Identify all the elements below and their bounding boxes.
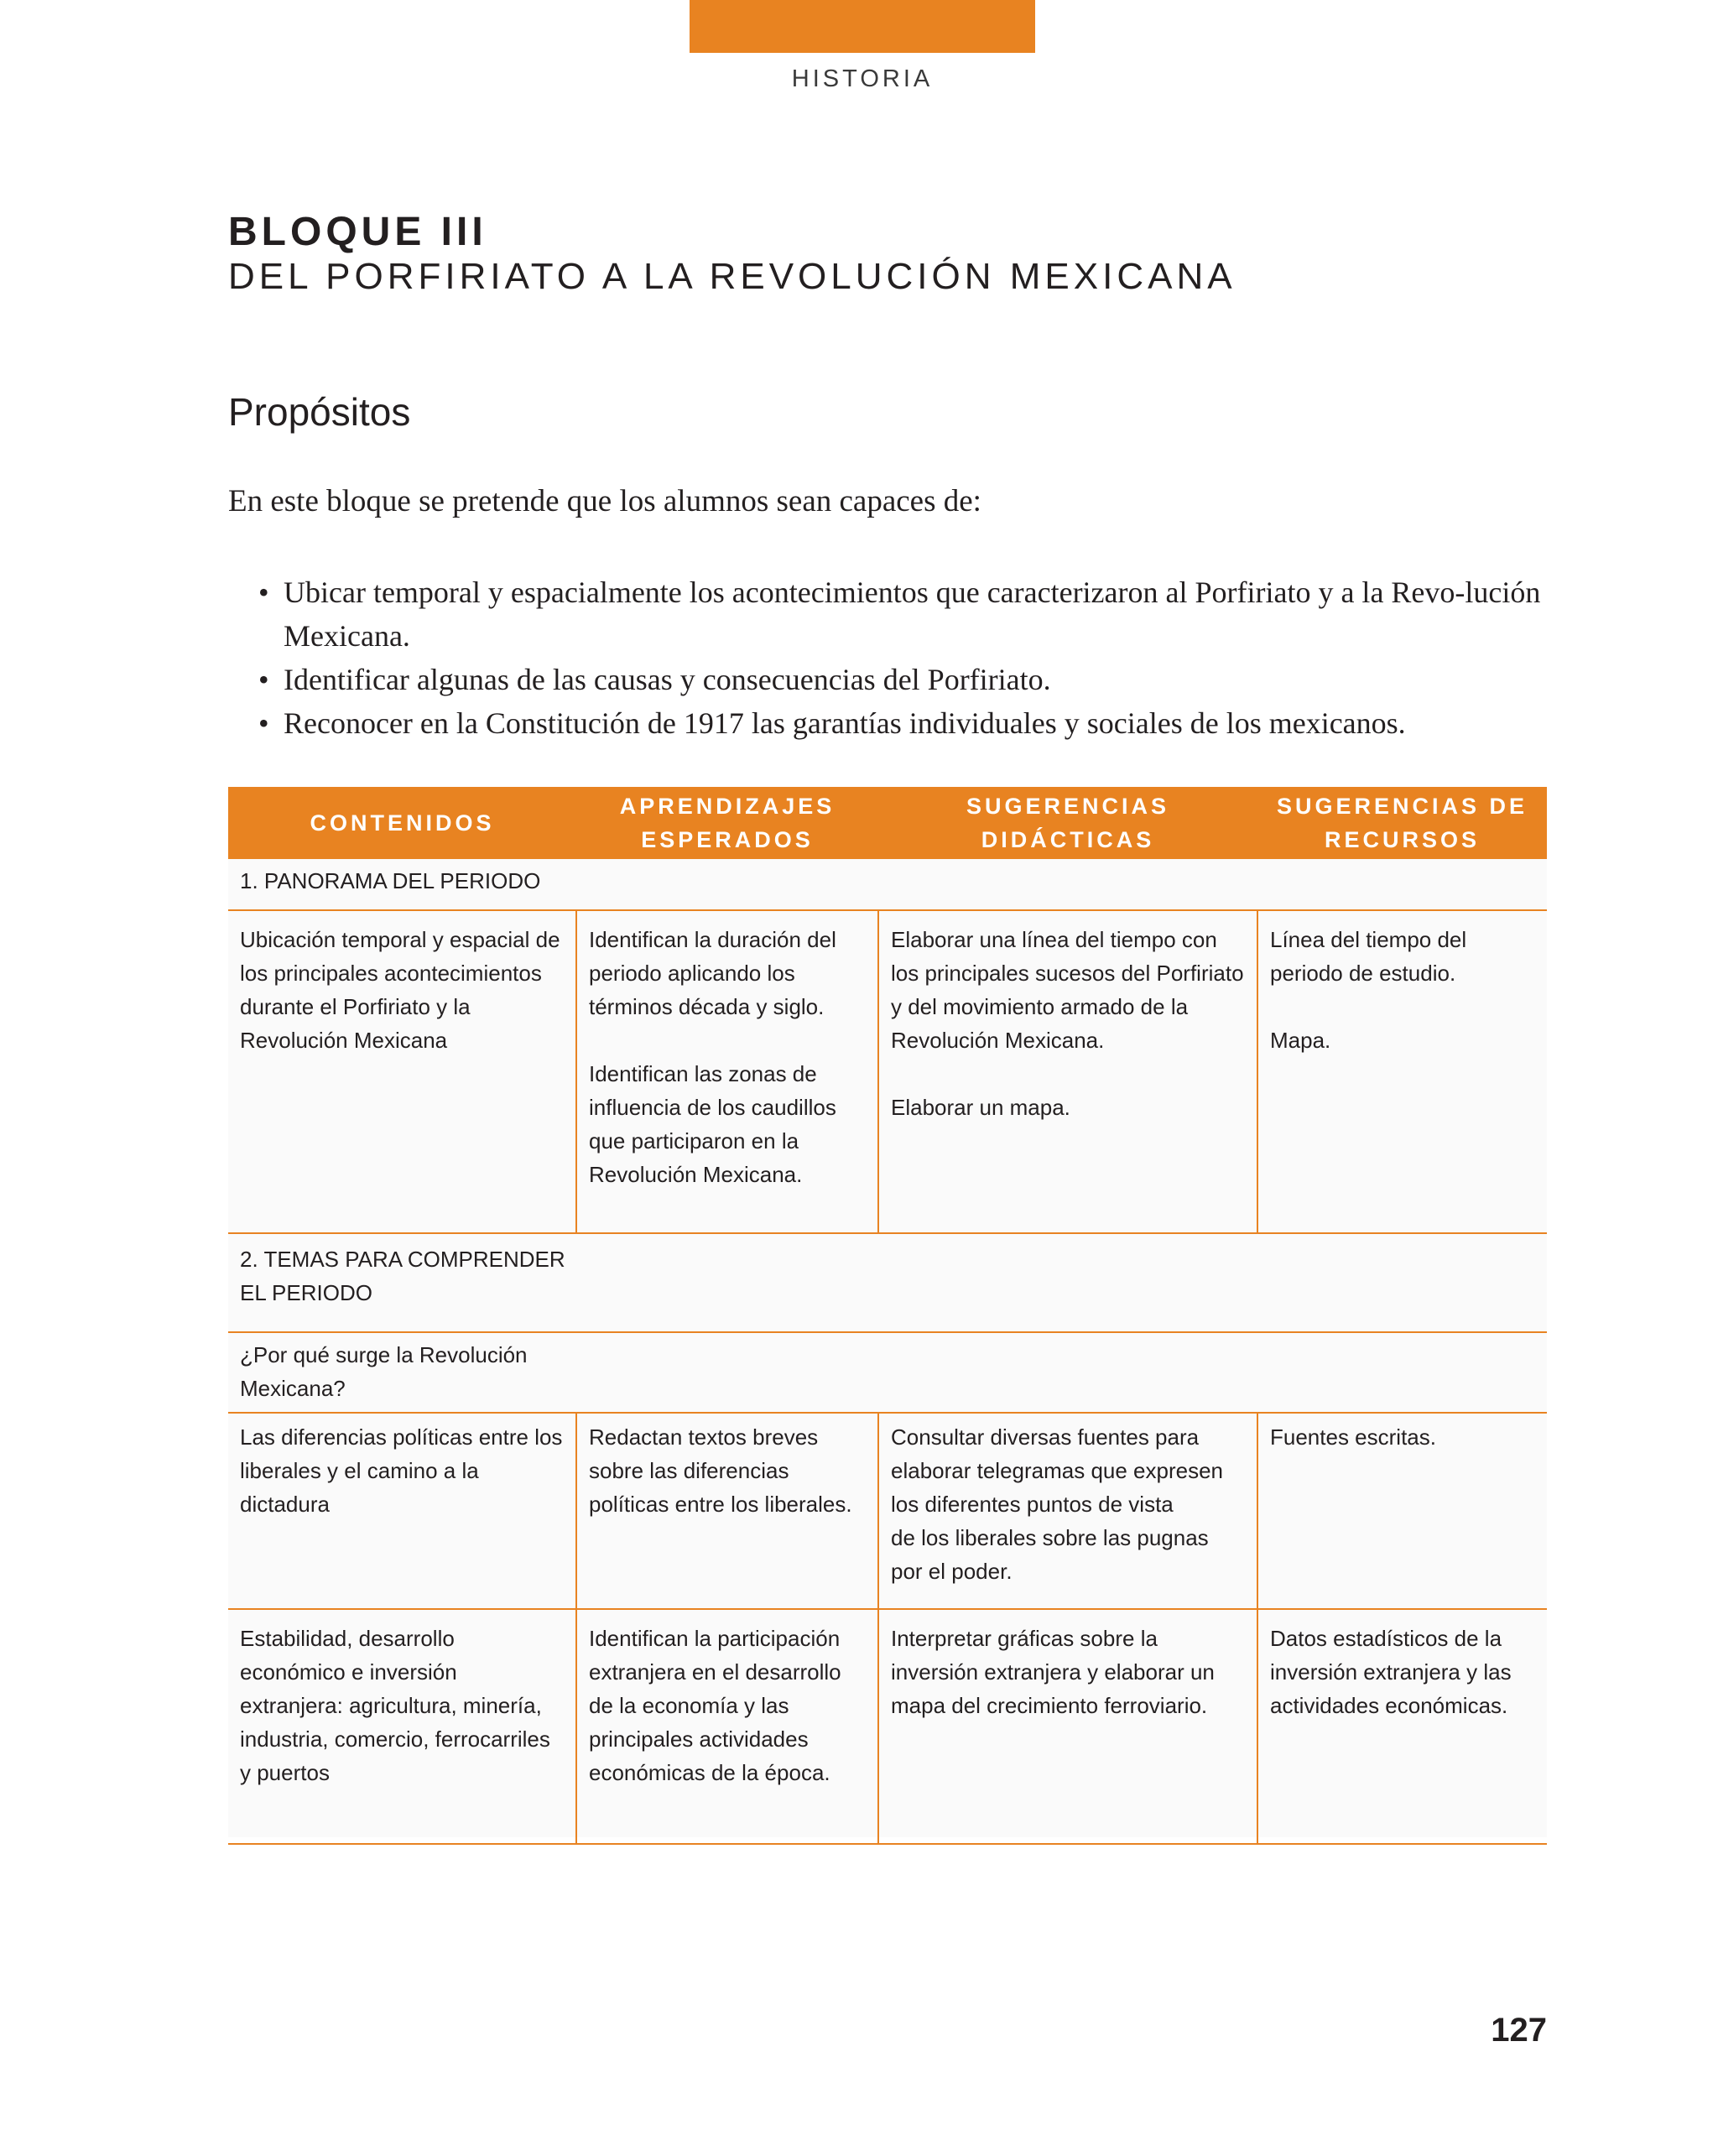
header-sugerencias: SUGERENCIAS DIDÁCTICAS (878, 787, 1257, 859)
page-number: 127 (1491, 2012, 1547, 2049)
cell-aprendizajes: Identifican la participación extranjera en el desarrollo de la economía y las principales actividades económicas de la época. (576, 1609, 878, 1844)
cell-contenidos: Las diferencias políticas entre los liberales y el camino a la dictadura (228, 1413, 576, 1609)
purpose-item (252, 701, 1552, 745)
cell-sugerencias: Elaborar una línea del tiempo con los principales sucesos del Porfiriato y del movimiento armado de la Revolución Mexicana. Elaborar un mapa. (878, 910, 1257, 1233)
section-title-2: 2. TEMAS PARA COMPRENDER EL PERIODO (228, 1233, 1547, 1332)
cell-recursos: Línea del tiempo del periodo de estudio. Mapa. (1257, 910, 1547, 1233)
section-row-1 (228, 859, 1547, 910)
cell-sugerencias: Consultar diversas fuentes para elaborar telegramas que expresen los diferentes puntos de vista de los liberales sobre las pugnas por el poder. (878, 1413, 1257, 1609)
cell-aprendizajes: Redactan textos breves sobre las diferencias políticas entre los liberales. (576, 1413, 878, 1609)
purposes-intro: En este bloque se pretende que los alumnos sean capaces de: (228, 484, 981, 518)
running-head: HISTORIA (791, 65, 934, 92)
bullet-icon: • (258, 575, 269, 609)
section-row-2 (228, 1233, 1547, 1332)
header-contenidos: CONTENIDOS (228, 787, 576, 859)
table-header-row (228, 787, 1547, 859)
curriculum-table (228, 787, 1547, 1845)
curriculum-table-wrapper (228, 787, 1547, 1837)
block-label: BLOQUE III (228, 210, 487, 254)
cell-aprendizajes: Identifican la duración del periodo aplicando los términos década y siglo. Identifican las zonas de influencia de los caudillos que participaron en la Revolución Mexicana. (576, 910, 878, 1233)
block-title: DEL PORFIRIATO A LA REVOLUCIÓN MEXICANA (228, 256, 1236, 297)
cell-recursos: Fuentes escritas. (1257, 1413, 1547, 1609)
header-recursos: SUGERENCIAS DE RECURSOS (1257, 787, 1547, 859)
cell-contenidos: Ubicación temporal y espacial de los principales acontecimientos durante el Porfiriato y la Revolución Mexicana (228, 910, 576, 1233)
table-row (228, 1413, 1547, 1609)
purpose-item (252, 570, 1552, 658)
purpose-text: Identificar algunas de las causas y consecuencias del Porfiriato. (284, 663, 1051, 696)
cell-sugerencias: Interpretar gráficas sobre la inversión extranjera y elaborar un mapa del crecimiento ferroviario. (878, 1609, 1257, 1844)
purpose-item (252, 658, 1552, 701)
purpose-text: Ubicar temporal y espacialmente los acontecimientos que caracterizaron al Porfiriato y a la Revo-lución Mexicana. (284, 575, 1541, 653)
table-row (228, 1609, 1547, 1844)
cell-contenidos: Estabilidad, desarrollo económico e inversión extranjera: agricultura, minería, industria, comercio, ferrocarriles y puertos (228, 1609, 576, 1844)
bullet-icon: • (258, 706, 269, 740)
purposes-title: Propósitos (228, 390, 411, 434)
purposes-list (252, 570, 1552, 745)
cell-recursos: Datos estadísticos de la inversión extranjera y las actividades económicas. (1257, 1609, 1547, 1844)
table-row (228, 910, 1547, 1233)
question-row (228, 1332, 1547, 1413)
header-aprendizajes: APRENDIZAJES ESPERADOS (576, 787, 878, 859)
guiding-question: ¿Por qué surge la Revolución Mexicana? (228, 1332, 1547, 1413)
header-orange-tab (690, 0, 1035, 53)
section-title-1: 1. PANORAMA DEL PERIODO (228, 859, 1547, 910)
purpose-text: Reconocer en la Constitución de 1917 las garantías individuales y sociales de los mexicanos. (284, 706, 1406, 740)
bullet-icon: • (258, 663, 269, 696)
